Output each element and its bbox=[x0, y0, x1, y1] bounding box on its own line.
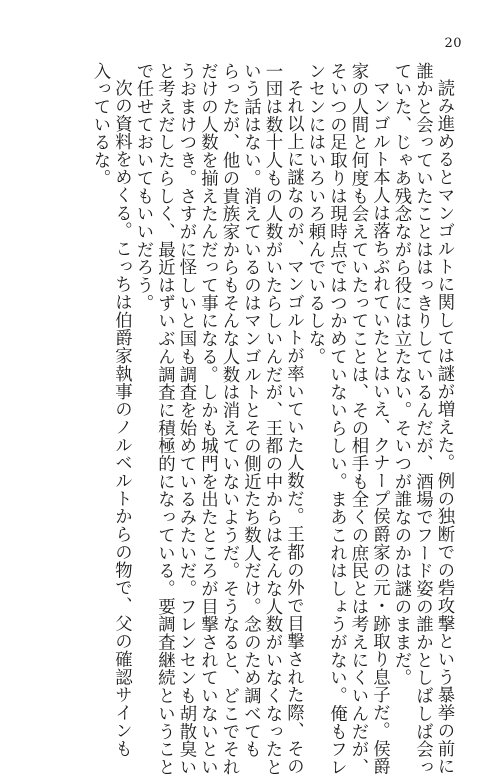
text-line: で任せておいてもいいだろう。 bbox=[133, 62, 153, 312]
text-line: ンセンにはいろいろ頼んでいるしな。 bbox=[305, 62, 325, 366]
body-text bbox=[89, 62, 455, 776]
text-line: 一団は数十人もの人数がいたらしいんだが、王都の中からはそんな人数がいなくなったと bbox=[262, 62, 282, 776]
text-line: 読み進めるとマンゴルトに関しては謎が増えた。例の独断での砦攻撃という暴挙の前に bbox=[434, 79, 454, 776]
text-line: 家の人間と何度も会えていたってことは、その相手も全くの庶民とは考えにくいんだが、 bbox=[348, 62, 368, 776]
text-line: マンゴルト本人は落ちぶれていたとはいえ、クナープ侯爵家の元・跡取り息子だ。侯爵 bbox=[369, 79, 390, 776]
text-line: 誰かと会っていたことははっきりしているんだが、酒場でフード姿の誰かとしばしば会っ bbox=[412, 62, 433, 776]
text-line: うおまけつき。さすがに怪しいと国も調査を始めているみたいだ。フレンセンも胡散臭い bbox=[176, 62, 196, 776]
page-number: 20 bbox=[444, 36, 462, 51]
text-line: らったが、他の貴族家からもそんな人数は消えていないようだ。そうなると、どこでそれ bbox=[219, 62, 239, 776]
text-line: と考えだしたらしく、最近はずいぶん調査に積極的になっている。要調査継続ということ bbox=[154, 62, 175, 776]
text-line: そいつの足取りは現時点ではつかめていないらしい。まあこれはしょうがない。俺もフレ bbox=[326, 62, 347, 776]
text-line: いう話はない。消えているのはマンゴルトとその側近たち数人だけ。念のため調べても bbox=[240, 62, 261, 759]
text-line: 入っているな。 bbox=[90, 62, 110, 187]
text-line: だけの人数を揃えたんだって事になる。しかも城門を出たところが目撃されていないとい bbox=[197, 62, 218, 776]
text-line: 次の資料をめくる。こっちは伯爵家執事のノルベルトからの物で、父の確認サインも bbox=[111, 79, 132, 758]
text-line: それ以上に謎なのが、マンゴルトが率いていた人数だ。王都の外で目撃された際、その bbox=[283, 79, 304, 776]
text-line: ていた、じゃあ残念ながら役には立たない。そいつが誰なのかは謎のままだ。 bbox=[391, 62, 411, 687]
